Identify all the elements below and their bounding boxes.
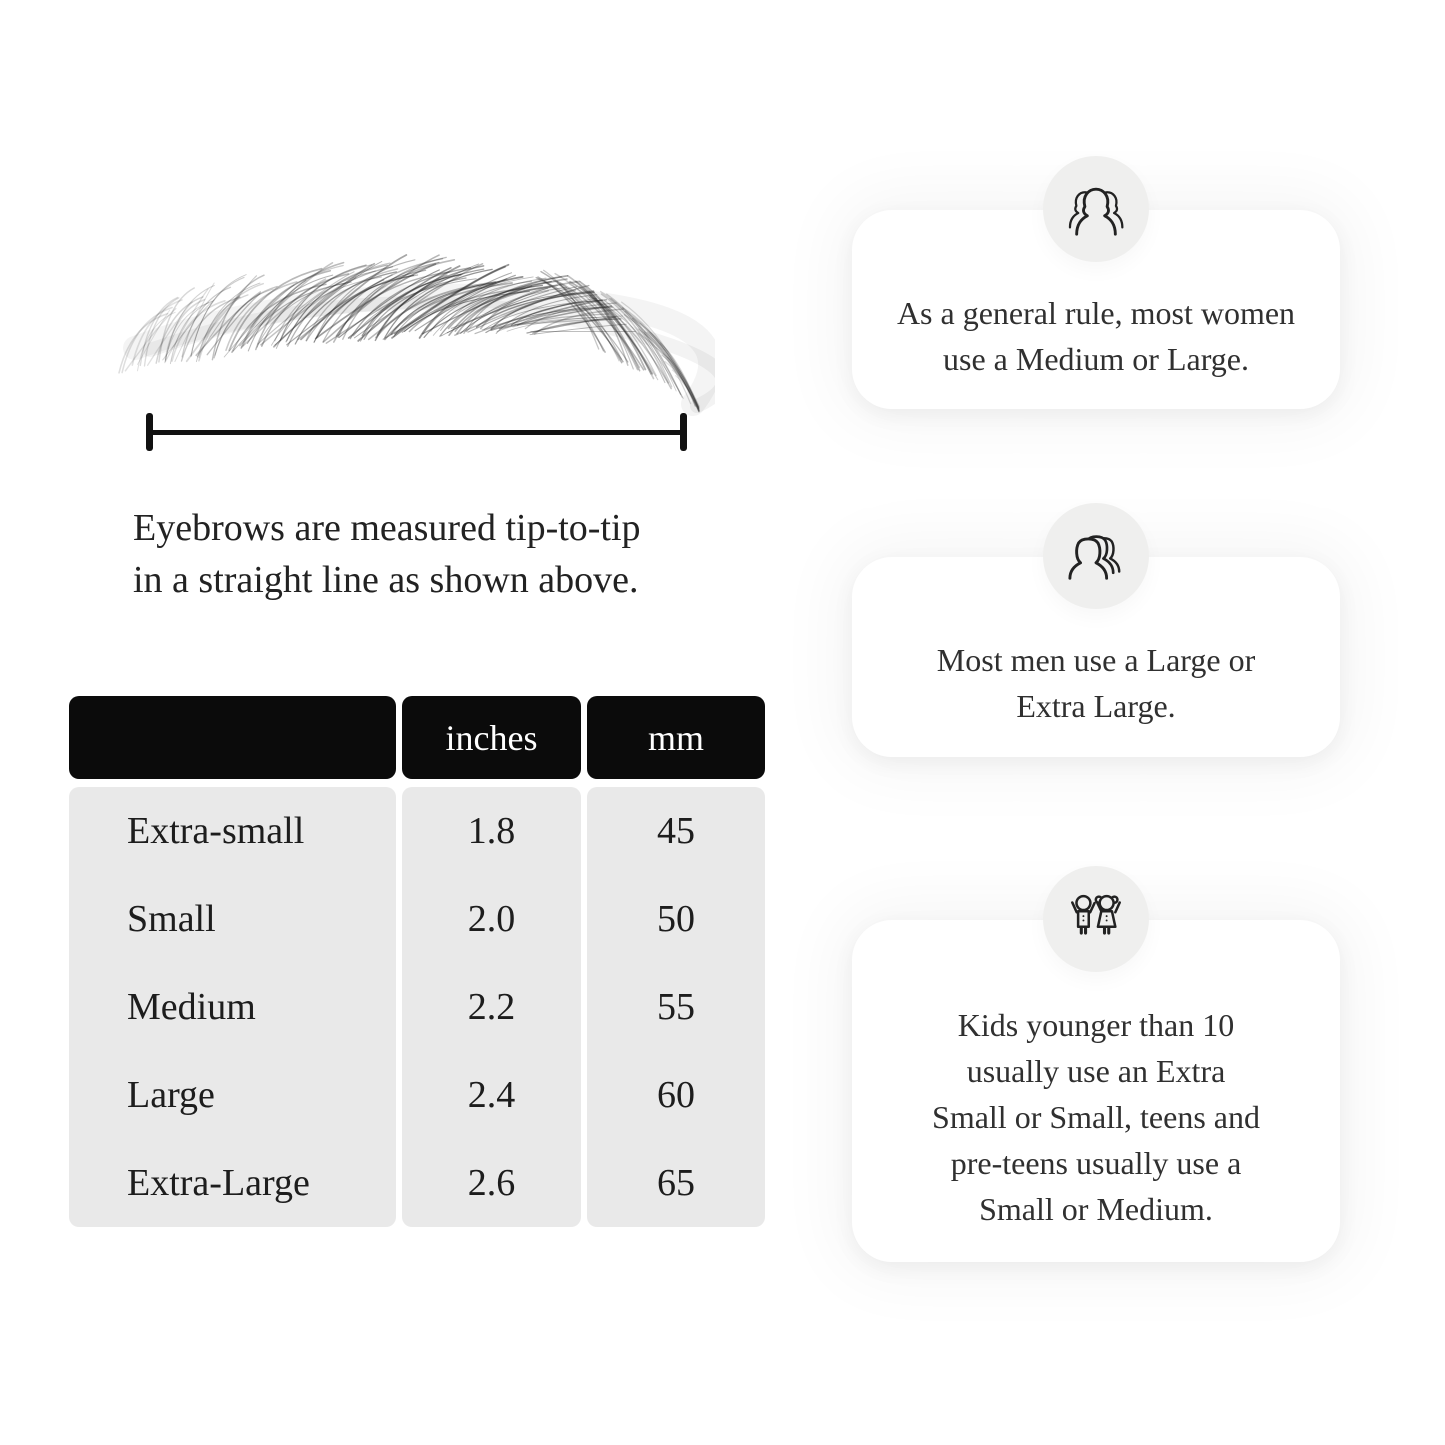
- table-column-labels: [69, 787, 396, 1227]
- caption-line-2: in a straight line as shown above.: [133, 559, 639, 601]
- table-cell-mm: 55: [657, 986, 695, 1028]
- table-cell-label: Extra-small: [127, 810, 305, 852]
- table-cell-inches: 1.8: [467, 810, 516, 852]
- header-cell-mm: mm: [587, 696, 765, 779]
- card-text-line: Small or Small, teens and: [932, 1099, 1260, 1135]
- measurement-line: [146, 413, 687, 451]
- eyebrow-sketch: [105, 230, 715, 440]
- table-cell-label: Small: [127, 898, 216, 940]
- table-cell-mm: 50: [657, 898, 695, 940]
- size-table-body: [69, 787, 765, 1227]
- table-cell-inches: 2.4: [467, 1074, 516, 1116]
- caption-line-1: Eyebrows are measured tip-to-tip: [133, 507, 641, 549]
- header-cell-blank: [69, 696, 396, 779]
- table-cell-inches: 2.0: [467, 898, 516, 940]
- table-cell-mm: 60: [657, 1074, 695, 1116]
- table-cell-inches: 2.2: [467, 986, 516, 1028]
- card-text-line: As a general rule, most women: [896, 294, 1296, 331]
- table-cell-mm: 45: [657, 810, 695, 852]
- table-cell-label: Large: [127, 1074, 215, 1116]
- table-cell-mm: 65: [657, 1162, 695, 1204]
- card-text-line: Most men use a Large or: [936, 642, 1256, 678]
- table-column-mm: [587, 787, 765, 1227]
- eyebrow-illustration: [105, 230, 715, 440]
- card-text: [852, 920, 1340, 1262]
- info-card-women: [852, 210, 1340, 409]
- card-text-line: Small or Medium.: [979, 1191, 1213, 1227]
- card-text-line: use a Medium or Large.: [943, 340, 1249, 377]
- table-cell-inches: 2.6: [467, 1162, 516, 1204]
- card-text: [852, 210, 1340, 409]
- measurement-tick-right: [680, 413, 687, 451]
- table-cell-label: Medium: [127, 986, 256, 1028]
- measurement-bar: [148, 430, 685, 435]
- header-cell-inches: inches: [402, 696, 581, 779]
- card-text-line: pre-teens usually use a: [950, 1145, 1242, 1181]
- card-text-line: Extra Large.: [1016, 688, 1176, 724]
- table-cell-label: Extra-Large: [127, 1162, 310, 1204]
- size-table: [69, 696, 765, 1227]
- info-card-men: [852, 557, 1340, 757]
- table-column-inches: [402, 787, 581, 1227]
- measurement-caption: [133, 502, 641, 606]
- card-text-line: Kids younger than 10: [957, 1007, 1235, 1043]
- card-text-line: usually use an Extra: [966, 1053, 1226, 1089]
- card-text: [852, 557, 1340, 757]
- size-table-header: [69, 696, 765, 779]
- info-card-kids: [852, 920, 1340, 1262]
